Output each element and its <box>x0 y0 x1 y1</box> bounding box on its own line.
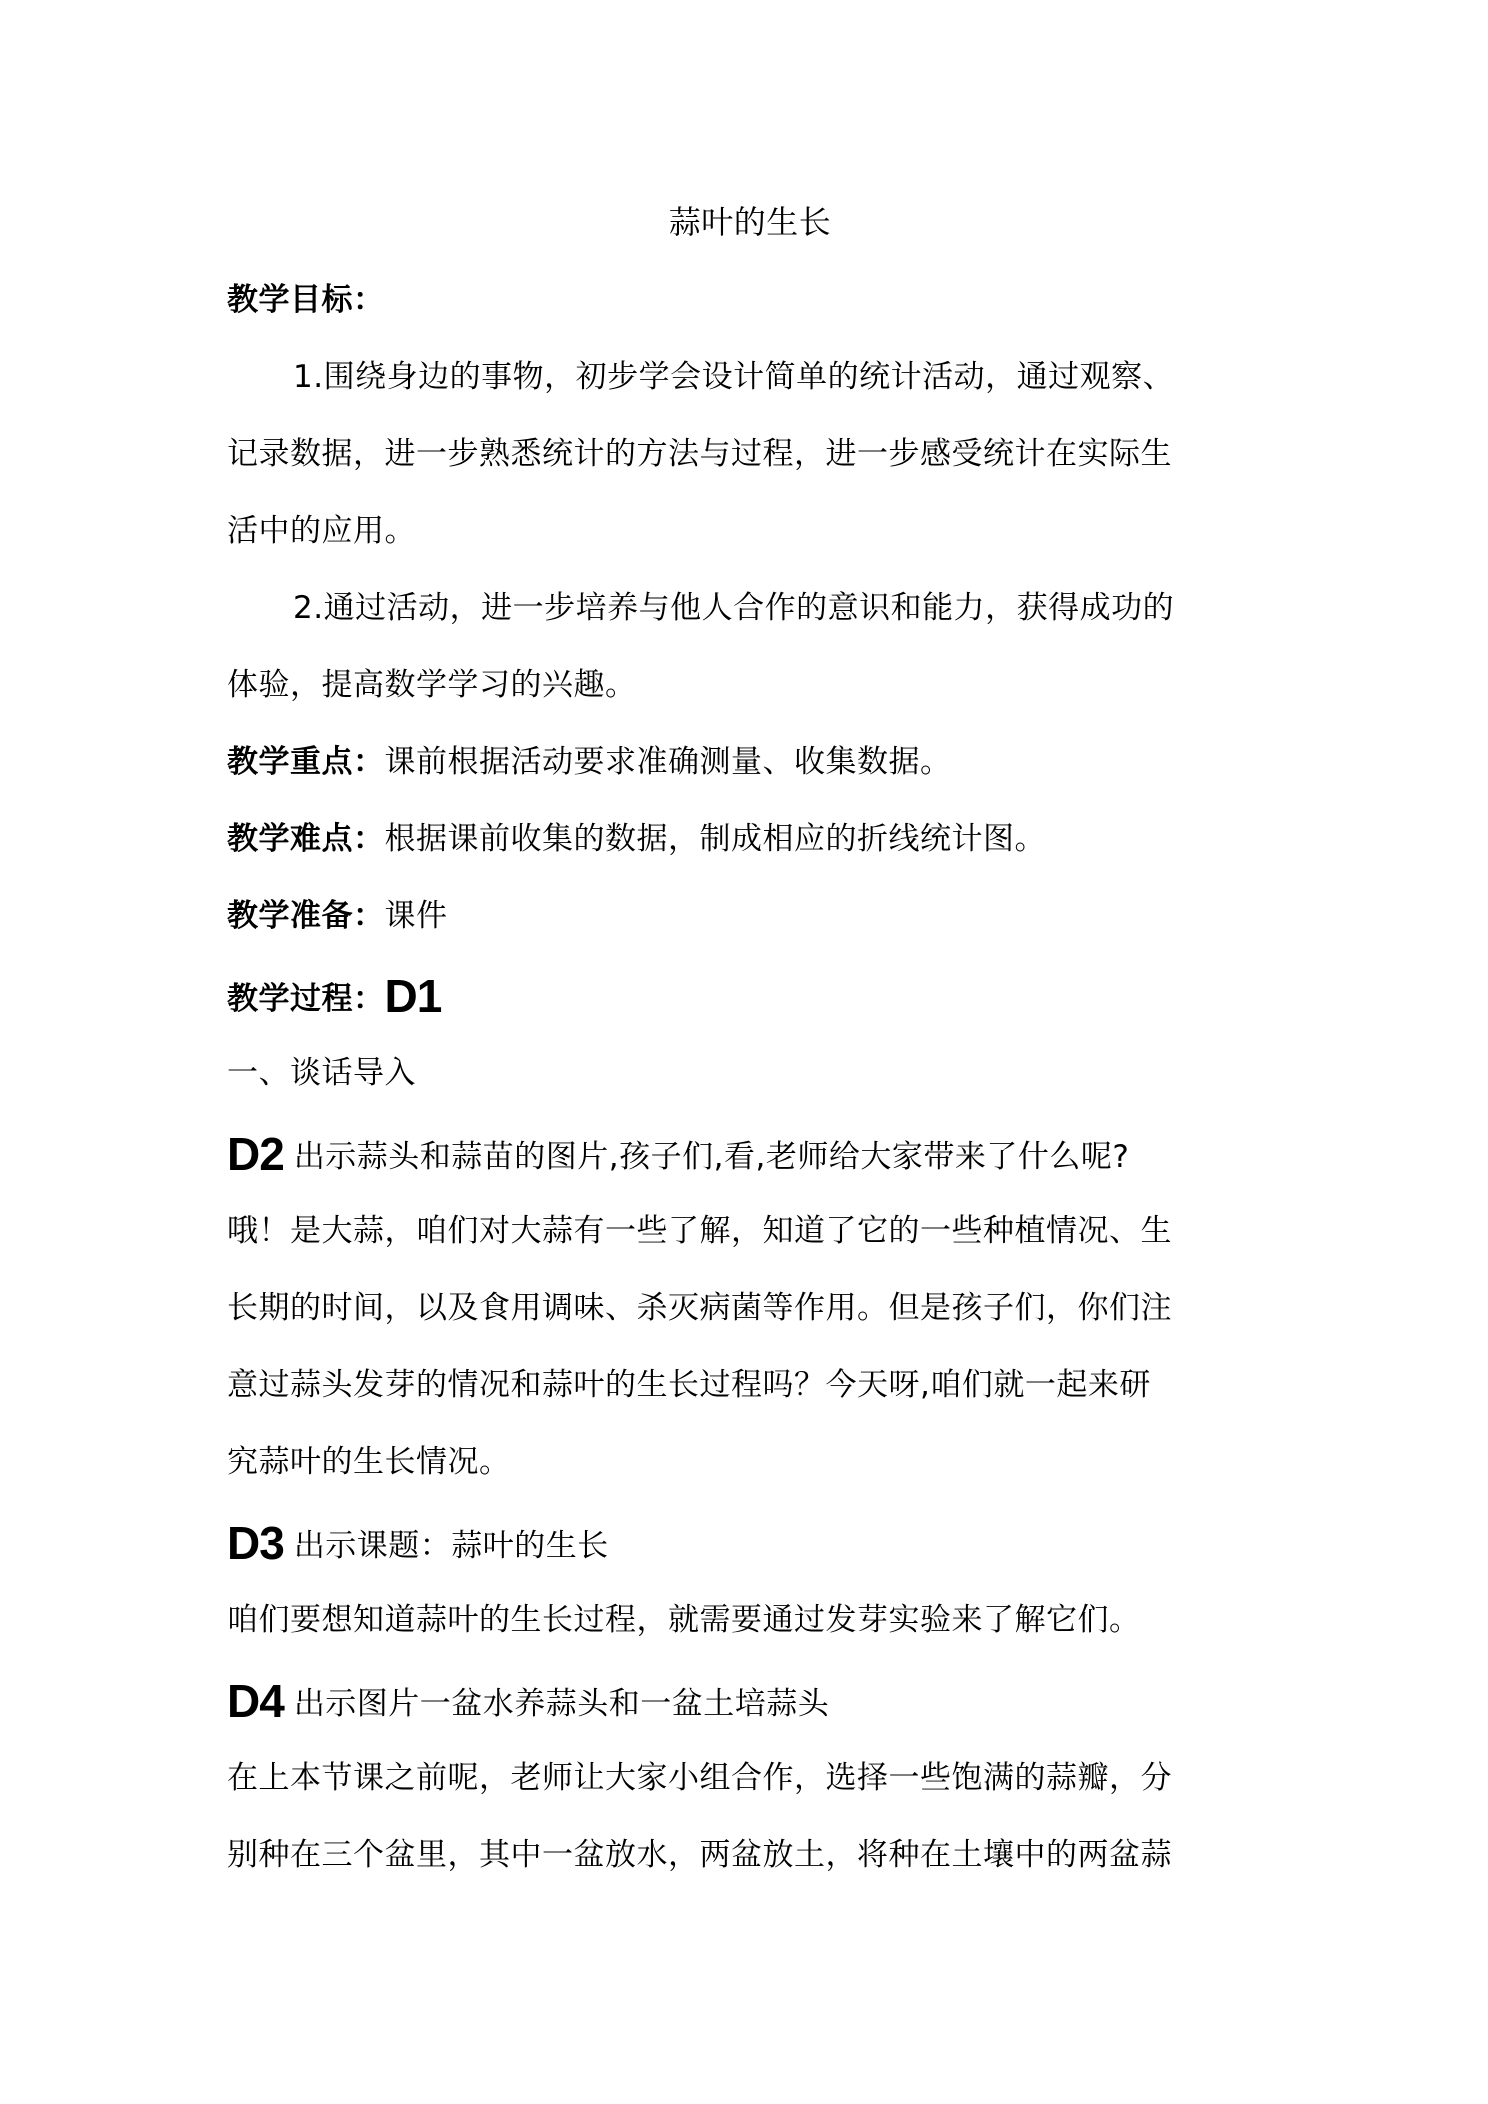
d3-text: 出示课题：蒜叶的生长 <box>293 1528 609 1564</box>
d2-line-5: 究蒜叶的生长情况。 <box>227 1444 511 1480</box>
objective-1-line-2: 记录数据，进一步熟悉统计的方法与过程，进一步感受统计在实际生 <box>227 436 1172 472</box>
d4-text: 出示图片一盆水养蒜头和一盆土培蒜头 <box>293 1686 830 1722</box>
d2-line-2: 哦！是大蒜，咱们对大蒜有一些了解，知道了它的一些种植情况、生 <box>227 1213 1172 1249</box>
d2-line-3: 长期的时间，以及食用调味、杀灭病菌等作用。但是孩子们，你们注 <box>227 1290 1172 1326</box>
d2-line-4: 意过蒜头发芽的情况和蒜叶的生长过程吗？今天呀,咱们就一起来研 <box>227 1367 1151 1403</box>
slide-marker-d3: D3 <box>227 1517 284 1569</box>
d3-line-1 <box>227 1517 1273 1569</box>
slide-marker-d2: D2 <box>227 1128 284 1180</box>
objective-1-line-3: 活中的应用。 <box>227 513 416 549</box>
slide-marker-d1: D1 <box>384 970 442 1022</box>
preparation <box>227 896 1273 936</box>
key-point-text: 课前根据活动要求准确测量、收集数据。 <box>384 744 952 780</box>
d3-line-2: 咱们要想知道蒜叶的生长过程，就需要通过发芽实验来了解它们。 <box>227 1602 1141 1638</box>
key-point-label: 教学重点： <box>227 744 385 780</box>
preparation-label: 教学准备： <box>227 898 385 934</box>
objective-1-line-1: 1.围绕身边的事物，初步学会设计简单的统计活动，通过观察、 <box>293 359 1175 395</box>
objective-2-line-2: 体验，提高数学学习的兴趣。 <box>227 667 637 703</box>
d4-line-1 <box>227 1675 1273 1727</box>
preparation-text: 课件 <box>384 898 448 934</box>
document-title: 蒜叶的生长 <box>668 203 832 241</box>
difficulty-text: 根据课前收集的数据，制成相应的折线统计图。 <box>384 821 1046 857</box>
d2-line-1 <box>227 1128 1273 1180</box>
objective-2-line-1: 2.通过活动，进一步培养与他人合作的意识和能力，获得成功的 <box>293 590 1175 626</box>
d4-line-3: 别种在三个盆里，其中一盆放水，两盆放土，将种在土壤中的两盆蒜 <box>227 1837 1172 1873</box>
d2-text: 出示蒜头和蒜苗的图片,孩子们,看,老师给大家带来了什么呢? <box>293 1139 1130 1175</box>
process-label: 教学过程： <box>227 981 385 1017</box>
difficulty <box>227 819 1273 859</box>
difficulty-label: 教学难点： <box>227 821 385 857</box>
d4-line-2: 在上本节课之前呢，老师让大家小组合作，选择一些饱满的蒜瓣，分 <box>227 1760 1172 1796</box>
slide-marker-d4: D4 <box>227 1675 284 1727</box>
process-heading <box>227 970 1273 1022</box>
objectives-heading: 教学目标： <box>227 282 385 318</box>
section-1-heading: 一、谈话导入 <box>227 1055 416 1091</box>
key-point <box>227 742 1273 782</box>
